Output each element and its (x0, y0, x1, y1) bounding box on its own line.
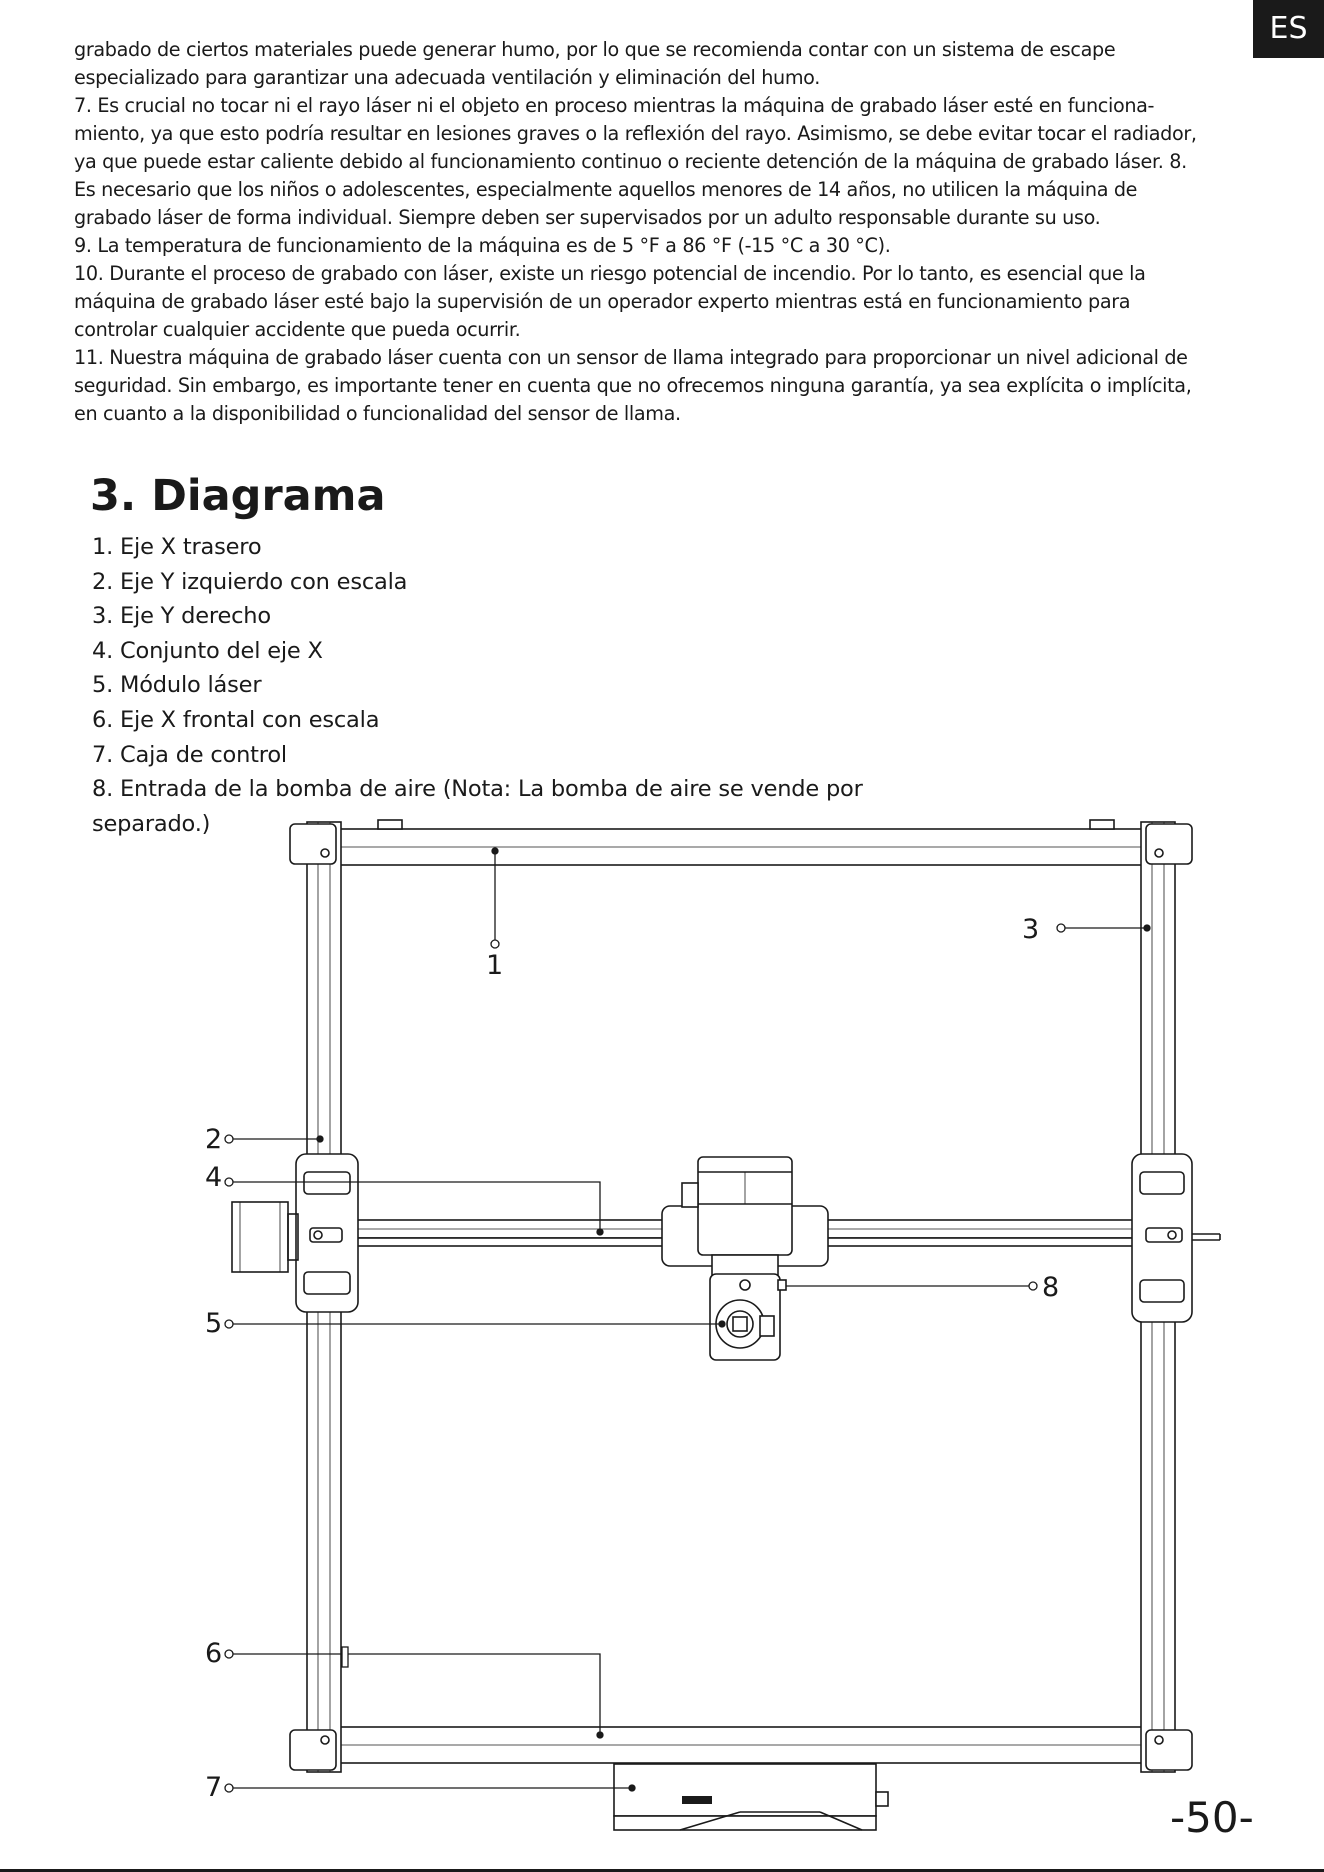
text-line: miento, ya que esto podría resultar en lesiones graves o la reflexión del rayo. Asimismo, se debe evitar tocar el radiador, (74, 122, 1197, 145)
legend-item: 6. Eje X frontal con escala (92, 706, 380, 733)
legend-item: 1. Eje X trasero (92, 534, 262, 560)
text-line: grabado de ciertos materiales puede generar humo, por lo que se recomienda contar con un sistema de escape (74, 38, 1116, 61)
callout-5: 5 (205, 1308, 223, 1339)
text-line: en cuanto a la disponibilidad o funcionalidad del sensor de llama. (74, 402, 681, 425)
text-line: especializado para garantizar una adecuada ventilación y eliminación del humo. (74, 66, 820, 89)
legend-item: 2. Eje Y izquierdo con escala (92, 568, 408, 595)
text-line: 7. Es crucial no tocar ni el rayo láser ni el objeto en proceso mientras la máquina de grabado láser esté en funciona- (74, 94, 1155, 117)
text-line: máquina de grabado láser esté bajo la supervisión de un operador experto mientras está en funcionamiento para (74, 290, 1131, 313)
front-x-axis (335, 1727, 1147, 1763)
text-line: controlar cualquier accidente que pueda ocurrir. (74, 318, 521, 341)
section-title: 3. Diagrama (90, 471, 386, 521)
text-line: Es necesario que los niños o adolescentes, especialmente aquellos menores de 14 años, no utilicen la máquina de (74, 178, 1138, 201)
text-line: seguridad. Sin embargo, es importante tener en cuenta que no ofrecemos ninguna garantía, ya sea explícita o implícita, (74, 374, 1192, 397)
left-carriage (232, 1154, 358, 1312)
callout-6: 6 (205, 1638, 223, 1669)
callout-1: 1 (486, 950, 504, 981)
legend-item: 7. Caja de control (92, 741, 287, 768)
page-number: -50- (1170, 1793, 1254, 1842)
legend-item: 5. Módulo láser (92, 672, 262, 699)
text-line: 11. Nuestra máquina de grabado láser cuenta con un sensor de llama integrado para proporcionar un nivel adicional de (74, 346, 1188, 369)
laser-module (662, 1157, 828, 1360)
callout-2: 2 (205, 1124, 223, 1155)
rear-x-axis (335, 829, 1147, 865)
control-box (614, 1764, 888, 1830)
language-badge: ES (1253, 0, 1324, 58)
right-carriage (1132, 1154, 1192, 1322)
callout-4: 4 (205, 1162, 223, 1193)
callout-7: 7 (205, 1772, 223, 1803)
legend-item: 8. Entrada de la bomba de aire (Nota: La bomba de aire se vende por (92, 776, 863, 803)
text-line: grabado láser de forma individual. Siempre deben ser supervisados por un adulto responsable durante su uso. (74, 206, 1101, 229)
text-line: ya que puede estar caliente debido al funcionamiento continuo o reciente detención de la máquina de grabado láser. 8. (74, 150, 1187, 173)
legend-item: separado.) (92, 810, 211, 837)
text-line: 10. Durante el proceso de grabado con láser, existe un riesgo potencial de incendio. Por lo tanto, es esencial que la (74, 262, 1146, 285)
callout-8: 8 (1042, 1272, 1060, 1303)
callout-3: 3 (1022, 914, 1040, 945)
legend-item: 4. Conjunto del eje X (92, 637, 323, 664)
text-line: 9. La temperatura de funcionamiento de la máquina es de 5 °F a 86 °F (-15 °C a 30 °C). (74, 234, 891, 257)
callout-leaders (225, 848, 1150, 1792)
legend-item: 3. Eje Y derecho (92, 603, 271, 630)
